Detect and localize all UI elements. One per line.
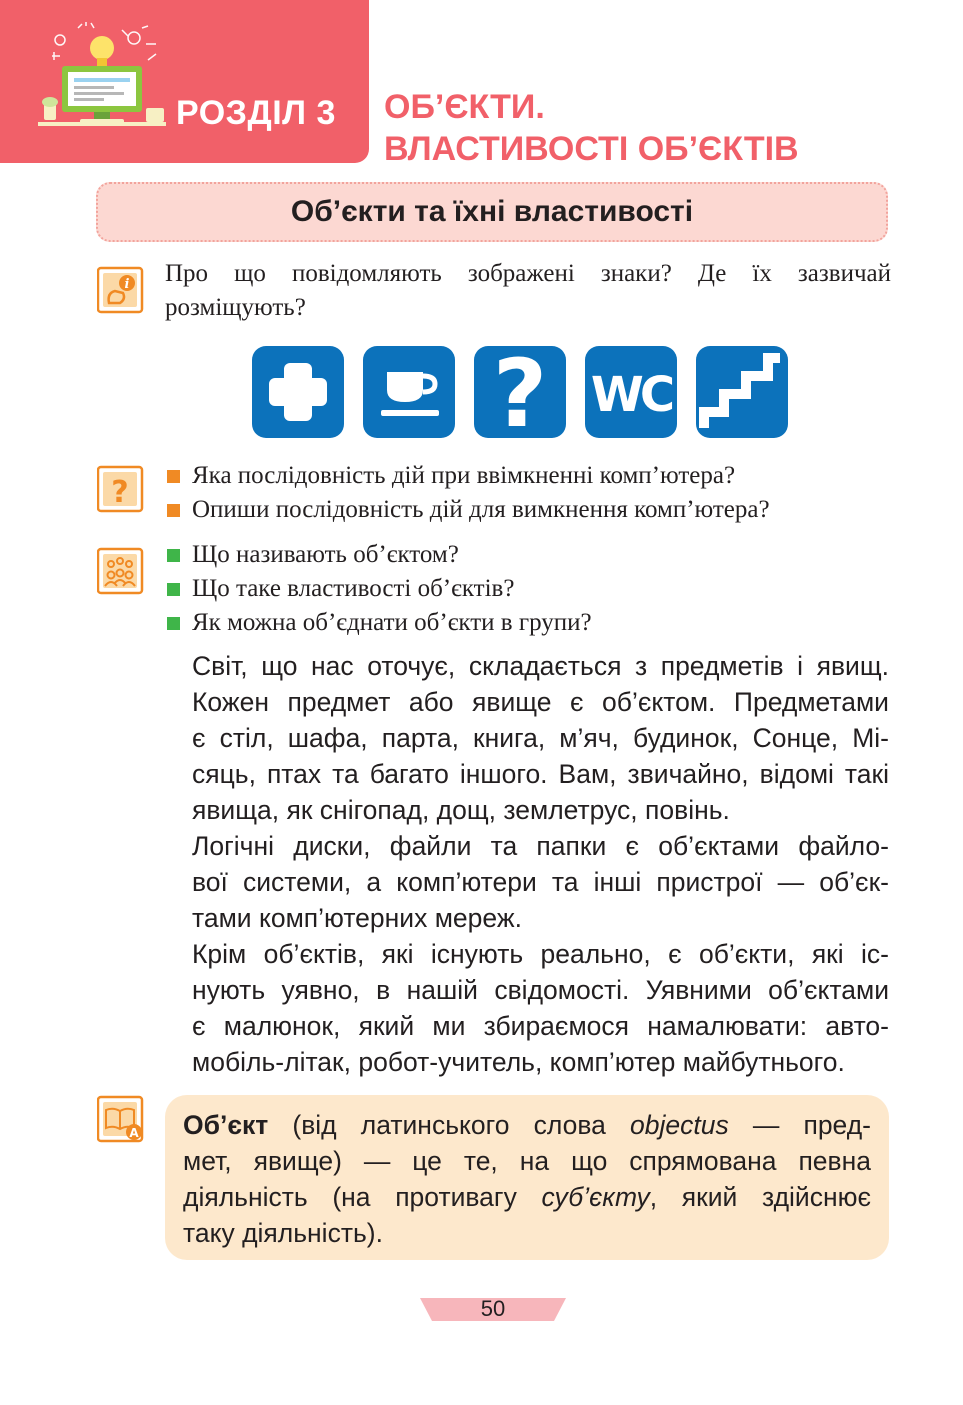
question-mark-icon xyxy=(480,350,560,434)
dictionary-book-icon xyxy=(97,1094,145,1144)
chapter-title-line1: ОБ’ЄКТИ. xyxy=(384,88,545,126)
green-bullet-icon xyxy=(167,617,180,630)
info-hand-icon xyxy=(97,265,145,315)
orange-bullet-icon xyxy=(167,504,180,517)
page-number: 50 xyxy=(480,1296,506,1321)
sign-information xyxy=(474,346,566,438)
list-item: Яка послідовність дій при ввімкненні комп’ютера? xyxy=(165,459,770,493)
green-bullet-icon xyxy=(167,583,180,596)
signs-row xyxy=(252,346,792,438)
sign-cafe xyxy=(363,346,455,438)
paragraph: Світ, що нас оточує, складається з предметів і явищ. Кожен предмет або явище є об’єктом. Предметами є стіл, шафа, парта, книга, м’яч, будинок, Сонце, Мі- сяць, птах та багато іншого. Вам, звичайно, відомі такі явища, як снігопад, дощ, землетрус, повінь. xyxy=(192,651,889,825)
section-label: РОЗДІЛ 3 xyxy=(176,94,336,132)
definition-line: таку діяльність). xyxy=(183,1218,383,1248)
definition-line: діяльність (на противагу суб’єкту, який здійснює xyxy=(183,1182,872,1212)
computer-lightbulb-illustration-icon xyxy=(38,22,166,134)
sign-stairs xyxy=(696,346,788,438)
sign-wc xyxy=(585,346,677,438)
list-item: Що таке властивості об’єктів? xyxy=(165,572,592,606)
discussion-group-icon xyxy=(97,546,145,596)
body-text xyxy=(165,648,889,1080)
paragraph: Логічні диски, файли та папки є об’єктами файло- вої системи, а комп’ютери та інші пристрої — об’єк- тами комп’ютерних мереж. xyxy=(192,831,889,933)
list-item: Як можна об’єднати об’єкти в групи? xyxy=(165,606,592,640)
coffee-cup-icon xyxy=(369,352,449,432)
recall-questions-list xyxy=(165,459,770,527)
question-mark-text: ? xyxy=(492,350,548,434)
paragraph: Крім об’єктів, які існують реально, є об’єкти, які іс- нують уявно, в нашій свідомості. Уявними об’єктами є малюнок, який ми збираємося намалювати: авто- мобіль-літак, робот-учитель, комп’ютер майбутнього. xyxy=(192,939,889,1077)
chapter-header xyxy=(0,0,369,163)
intro-question: Про що повідомляють зображені знаки? Де їх зазвичай розміщують? xyxy=(165,260,891,321)
wc-text: WC xyxy=(590,367,672,423)
orange-bullet-icon xyxy=(167,470,180,483)
svg-text:A: A xyxy=(129,1126,139,1140)
chapter-title-line2: ВЛАСТИВОСТІ ОБ’ЄКТІВ xyxy=(384,130,799,168)
definition-text xyxy=(183,1107,871,1251)
topic-banner xyxy=(96,182,888,242)
wc-icon xyxy=(589,357,673,427)
question-mark-box-icon xyxy=(97,464,145,514)
topic-title: Об’єкти та їхні властивості xyxy=(290,195,694,228)
list-item: Що називають об’єктом? xyxy=(165,538,592,572)
chapter-title xyxy=(384,86,799,170)
definition-line: Об’єкт (від латинського слова objectus — пред- xyxy=(183,1110,872,1140)
definition-term: Об’єкт xyxy=(183,1110,269,1140)
first-aid-cross-icon xyxy=(263,357,333,427)
stairs-icon xyxy=(696,346,788,438)
svg-text:i: i xyxy=(124,277,130,292)
svg-text:?: ? xyxy=(111,475,129,510)
green-bullet-icon xyxy=(167,549,180,562)
definition-box xyxy=(165,1095,889,1260)
lesson-questions-list xyxy=(165,538,592,640)
sign-first-aid xyxy=(252,346,344,438)
list-item: Опиши послідовність дій для вимкнення комп’ютера? xyxy=(165,493,770,527)
definition-line: мет, явище) — це те, на що спрямована певна xyxy=(183,1146,871,1176)
